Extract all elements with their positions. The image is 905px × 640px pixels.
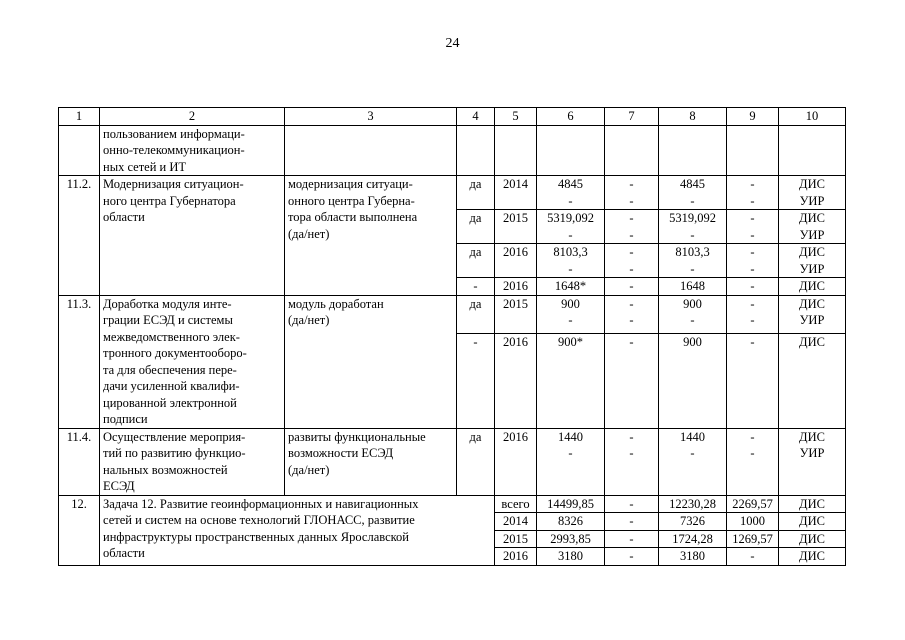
executor-cell: ДИС [779,548,846,566]
regional-cell: 8103,3 - [659,244,727,278]
other-cell: 2269,57 [727,495,779,513]
executor-cell: ДИС [779,530,846,548]
row-number: 11.2. [59,176,100,296]
measure-name: Осуществление мероприя- тий по развитию функцио- нальных возможностей ЕСЭД [100,428,285,495]
header-cell: 5 [495,108,537,126]
other-cell: 1000 [727,513,779,531]
measure-name: Модернизация ситуацион- ного центра Губернатора области [100,176,285,296]
other-cell: - - [727,176,779,210]
executor-cell: ДИС УИР [779,295,846,333]
regional-cell: 4845 - [659,176,727,210]
total-cell: 8326 [537,513,605,531]
regional-cell: 3180 [659,548,727,566]
year-cell: всего [495,495,537,513]
header-cell: 8 [659,108,727,126]
total-cell: 3180 [537,548,605,566]
indicator-value: - [457,278,495,296]
regional-cell: 7326 [659,513,727,531]
total-cell: 1648* [537,278,605,296]
other-cell: - - [727,295,779,333]
year-cell: 2015 [495,530,537,548]
header-cell: 7 [605,108,659,126]
executor-cell: ДИС [779,278,846,296]
other-cell: - [727,278,779,296]
executor-cell: ДИС [779,513,846,531]
regional-cell: 1724,28 [659,530,727,548]
table-row [59,295,846,333]
indicator-value: да [457,176,495,210]
header-cell: 2 [100,108,285,126]
year-cell: 2016 [495,244,537,278]
regional-cell: 5319,092 - [659,210,727,244]
year-cell: 2016 [495,278,537,296]
federal-cell: - [605,513,659,531]
total-cell: 14499,85 [537,495,605,513]
year-cell: 2016 [495,548,537,566]
measure-indicator: модуль доработан (да/нет) [285,295,457,428]
federal-cell: - [605,548,659,566]
measure-name: пользованием информаци- онно-телекоммуникацион- ных сетей и ИТ [100,125,285,176]
total-cell: 8103,3 - [537,244,605,278]
federal-cell: - [605,495,659,513]
total-cell: 5319,092 - [537,210,605,244]
federal-cell: - - [605,428,659,495]
year-cell: 2014 [495,513,537,531]
executor-cell: ДИС УИР [779,244,846,278]
row-number: 11.3. [59,295,100,428]
indicator-value: да [457,244,495,278]
indicator-value: да [457,210,495,244]
federal-cell: - [605,530,659,548]
federal-cell: - - [605,176,659,210]
federal-cell: - [605,333,659,428]
regional-cell: 900 [659,333,727,428]
federal-cell: - - [605,210,659,244]
regional-cell: 1440 - [659,428,727,495]
federal-cell: - - [605,244,659,278]
header-cell: 1 [59,108,100,126]
executor-cell: ДИС УИР [779,176,846,210]
header-cell: 4 [457,108,495,126]
total-cell: 900* [537,333,605,428]
total-cell: 4845 - [537,176,605,210]
table-row [59,495,846,513]
other-cell: - - [727,244,779,278]
header-cell: 3 [285,108,457,126]
executor-cell: ДИС УИР [779,210,846,244]
measure-indicator: развиты функциональные возможности ЕСЭД (да/нет) [285,428,457,495]
program-table [58,107,846,566]
other-cell: - - [727,210,779,244]
row-number: 11.4. [59,428,100,495]
other-cell: - [727,548,779,566]
measure-indicator: модернизация ситуаци- онного центра Губерна- тора области выполнена (да/нет) [285,176,457,296]
total-cell: 1440 - [537,428,605,495]
table-row [59,176,846,210]
regional-cell: 12230,28 [659,495,727,513]
year-cell: 2016 [495,428,537,495]
measure-name: Доработка модуля инте- грации ЕСЭД и системы межведомственного элек- тронного документооборо- та для обеспечения пере- дачи усиленной квалифи- цированной электронной подписи [100,295,285,428]
table-row [59,428,846,495]
header-cell: 10 [779,108,846,126]
executor-cell: ДИС УИР [779,428,846,495]
year-cell: 2015 [495,210,537,244]
federal-cell: - [605,278,659,296]
other-cell: - - [727,428,779,495]
indicator-value: да [457,428,495,495]
regional-cell: 1648 [659,278,727,296]
total-cell: 2993,85 [537,530,605,548]
year-cell: 2016 [495,333,537,428]
header-cell: 9 [727,108,779,126]
header-row [59,108,846,126]
executor-cell: ДИС [779,333,846,428]
regional-cell: 900 - [659,295,727,333]
other-cell: - [727,333,779,428]
other-cell: 1269,57 [727,530,779,548]
indicator-value: да [457,295,495,333]
total-cell: 900 - [537,295,605,333]
page-number: 24 [445,36,460,51]
federal-cell: - - [605,295,659,333]
row-number: 12. [59,495,100,565]
task-name: Задача 12. Развитие геоинформационных и навигационных сетей и систем на основе технологий ГЛОНАСС, развитие инфраструктуры пространственных данных Ярославской области [100,495,495,565]
header-cell: 6 [537,108,605,126]
executor-cell: ДИС [779,495,846,513]
indicator-value: - [457,333,495,428]
table-row [59,125,846,176]
year-cell: 2014 [495,176,537,210]
year-cell: 2015 [495,295,537,333]
